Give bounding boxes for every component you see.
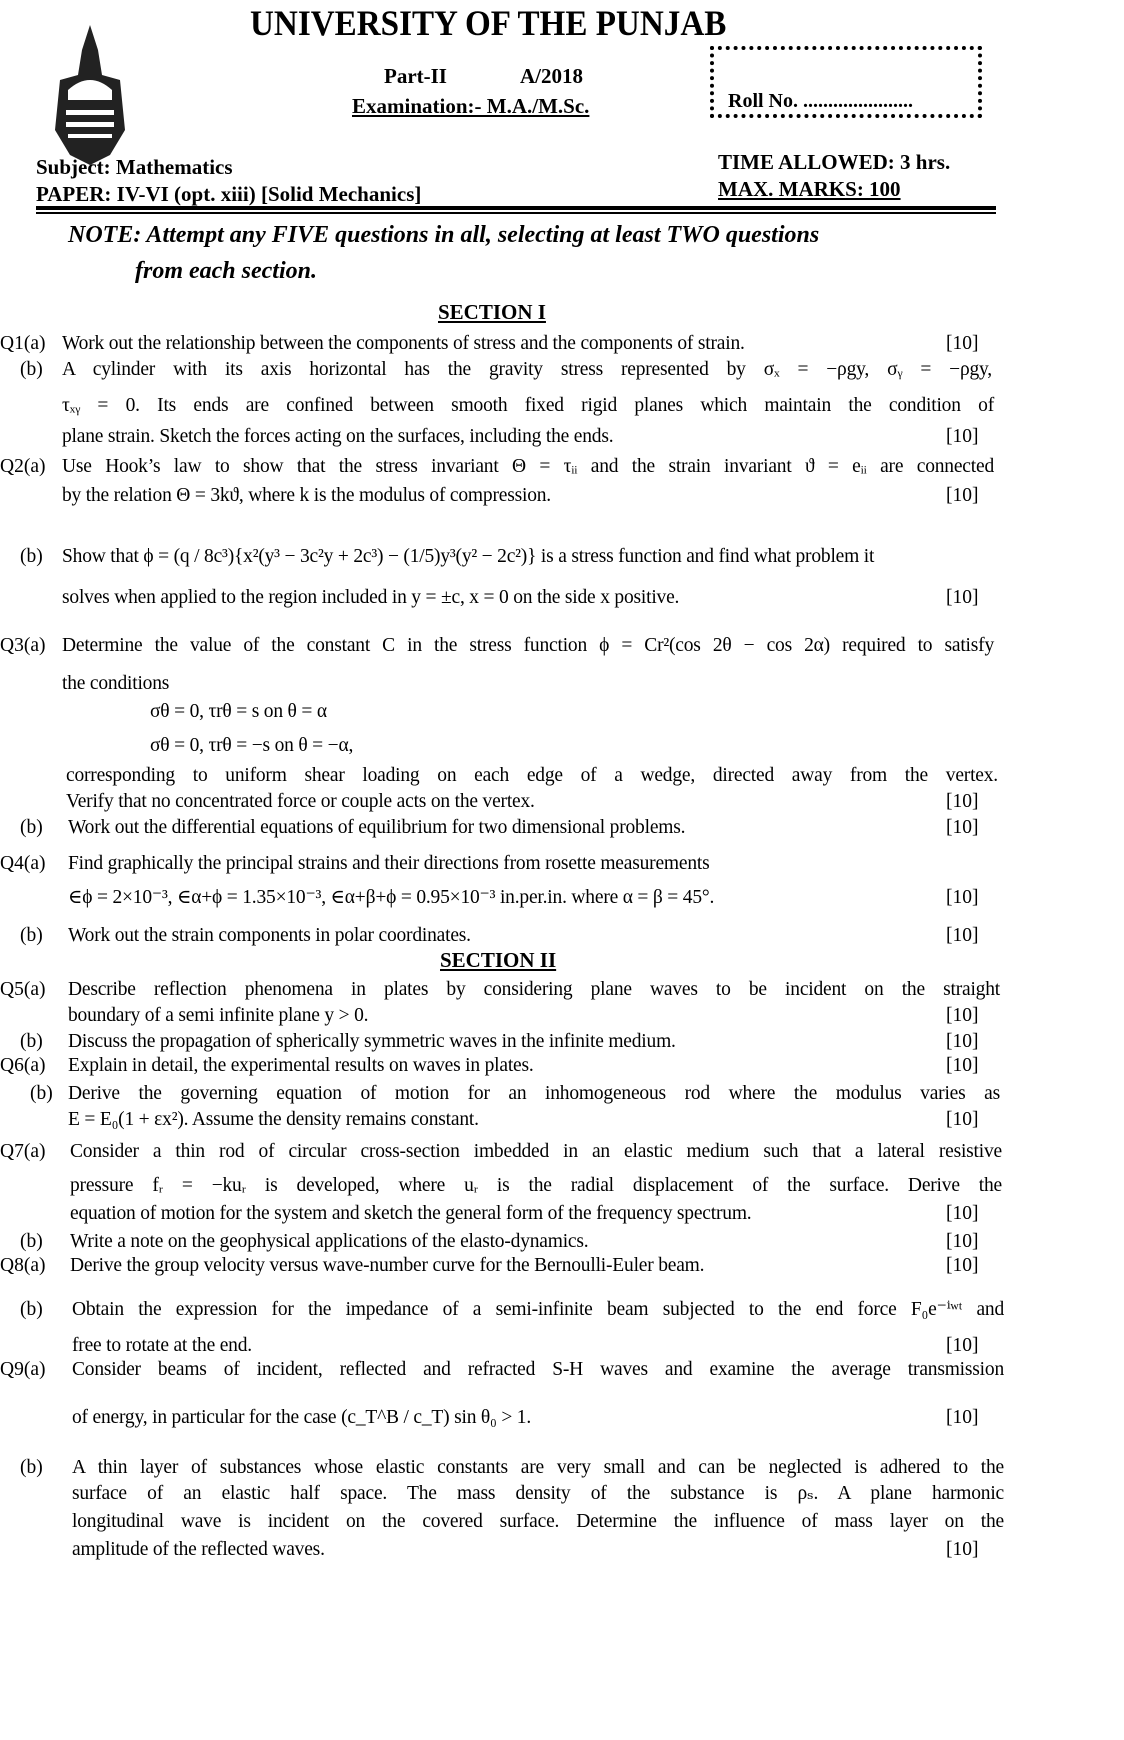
divider [36,212,996,214]
question-label: Q1(a) [0,333,46,354]
question-text: Determine the value of the constant C in the stress function ϕ = Cr²(cos 2θ − cos 2α) required to satisfy [62,635,994,656]
university-seal-logo [40,20,140,170]
marks: [10] [946,426,979,447]
marks: [10] [946,1407,979,1428]
question-text: Obtain the expression for the impedance of a semi-infinite beam subjected to the end force F₀e⁻ⁱʷᵗ and [72,1299,1004,1320]
question-text: corresponding to uniform shear loading on each edge of a wedge, directed away from the vertex. [66,765,998,786]
question-text: Derive the group velocity versus wave-number curve for the Bernoulli-Euler beam. [70,1255,705,1276]
question-text: by the relation Θ = 3kϑ, where k is the modulus of compression. [62,485,551,506]
question-text: Work out the relationship between the components of stress and the components of strain. [62,333,745,354]
marks: [10] [946,1335,979,1356]
question-label: Q2(a) [0,456,46,477]
question-text: τₓᵧ = 0. Its ends are confined between smooth fixed rigid planes which maintain the condition of [62,395,994,416]
question-text: E = E₀(1 + εx²). Assume the density remains constant. [68,1109,479,1130]
question-label: Q9(a) [0,1359,46,1380]
question-text: the conditions [62,673,170,694]
question-label: Q6(a) [0,1055,46,1076]
section-heading: SECTION II [440,948,557,972]
question-text: of energy, in particular for the case (c_T^B / c_T) sin θ₀ > 1. [72,1407,532,1428]
question-text: Explain in detail, the experimental results on waves in plates. [68,1055,534,1076]
marks: [10] [946,1031,979,1052]
subject: Subject: Mathematics [36,155,233,179]
marks: [10] [946,333,979,354]
question-text: Verify that no concentrated force or couple acts on the vertex. [66,791,535,812]
question-label: (b) [20,817,43,838]
question-label: (b) [20,1457,43,1478]
divider [36,206,996,210]
marks: [10] [946,925,979,946]
marks: [10] [946,791,979,812]
marks: [10] [946,587,979,608]
exam-session: A/2018 [520,64,583,88]
question-label: (b) [20,1299,43,1320]
marks: [10] [946,1539,979,1560]
marks: [10] [946,485,979,506]
time-allowed: TIME ALLOWED: 3 hrs. [718,150,951,174]
question-text: Consider beams of incident, reflected and refracted S-H waves and examine the average transmission [72,1359,1004,1380]
question-label: Q4(a) [0,853,46,874]
marks: [10] [946,1255,979,1276]
marks: [10] [946,887,979,908]
marks: [10] [946,1005,979,1026]
question-text: A thin layer of substances whose elastic constants are very small and can be neglected is adhered to the [72,1457,1004,1478]
question-text: σθ = 0, τrθ = s on θ = α [150,701,327,722]
question-label: (b) [20,1231,43,1252]
question-text: Work out the differential equations of equilibrium for two dimensional problems. [68,817,686,838]
instructions-note: NOTE: Attempt any FIVE questions in all, selecting at least TWO questions [68,222,820,248]
question-label: Q7(a) [0,1141,46,1162]
question-text: amplitude of the reflected waves. [72,1539,325,1560]
question-text: plane strain. Sketch the forces acting on the surfaces, including the ends. [62,426,614,447]
question-text: equation of motion for the system and sketch the general form of the frequency spectrum. [70,1203,752,1224]
question-text: Describe reflection phenomena in plates by considering plane waves to be incident on the straight [68,979,1000,1000]
question-text: ∈ϕ = 2×10⁻³, ∈α+ϕ = 1.35×10⁻³, ∈α+β+ϕ = 0.95×10⁻³ in.per.in. where α = β = 45°. [68,887,715,908]
question-text: surface of an elastic half space. The mass density of the substance is ρₛ. A plane harmonic [72,1483,1004,1504]
question-text: longitudinal wave is incident on the covered surface. Determine the influence of mass layer on the [72,1511,1004,1532]
question-text: free to rotate at the end. [72,1335,252,1356]
question-label: (b) [20,359,43,380]
section-heading: SECTION I [438,300,546,324]
question-text: solves when applied to the region included in y = ±c, x = 0 on the side x positive. [62,587,680,608]
marks: [10] [946,817,979,838]
roll-number-label: Roll No. ...................... [728,90,913,112]
question-text: boundary of a semi infinite plane y > 0. [68,1005,369,1026]
question-label: Q8(a) [0,1255,46,1276]
question-text: pressure fᵣ = −kuᵣ is developed, where uᵣ is the radial displacement of the surface. Derive the [70,1175,1002,1196]
marks: [10] [946,1109,979,1130]
question-text: A cylinder with its axis horizontal has the gravity stress represented by σₓ = −ρgy, σᵧ = −ρgy, [62,359,992,380]
question-label: (b) [30,1083,53,1104]
marks: [10] [946,1055,979,1076]
instructions-note: from each section. [135,258,317,284]
exam-part: Part-II [384,64,447,88]
question-text: Consider a thin rod of circular cross-section imbedded in an elastic medium such that a lateral resistive [70,1141,1002,1162]
question-label: Q3(a) [0,635,46,656]
marks: [10] [946,1203,979,1224]
question-text: σθ = 0, τrθ = −s on θ = −α, [150,735,354,756]
question-label: (b) [20,546,43,567]
examination-name: Examination:- M.A./M.Sc. [352,94,590,118]
question-label: Q5(a) [0,979,46,1000]
question-text: Write a note on the geophysical applications of the elasto-dynamics. [70,1231,589,1252]
marks: [10] [946,1231,979,1252]
question-label: (b) [20,925,43,946]
question-text: Find graphically the principal strains and their directions from rosette measurements [68,853,710,874]
paper-title: PAPER: IV-VI (opt. xiii) [Solid Mechanics] [36,182,422,206]
question-text: Show that ϕ = (q / 8c³){x²(y³ − 3c²y + 2c³) − (1/5)y³(y² − 2c²)} is a stress function and find what problem it [62,546,875,567]
question-text: Use Hook’s law to show that the stress invariant Θ = τᵢᵢ and the strain invariant ϑ = eᵢᵢ are connected [62,456,994,477]
question-text: Discuss the propagation of spherically symmetric waves in the infinite medium. [68,1031,676,1052]
university-title: UNIVERSITY OF THE PUNJAB [250,3,727,43]
question-text: Work out the strain components in polar coordinates. [68,925,471,946]
max-marks: MAX. MARKS: 100 [718,177,901,201]
question-label: (b) [20,1031,43,1052]
question-text: Derive the governing equation of motion for an inhomogeneous rod where the modulus varies as [68,1083,1000,1104]
